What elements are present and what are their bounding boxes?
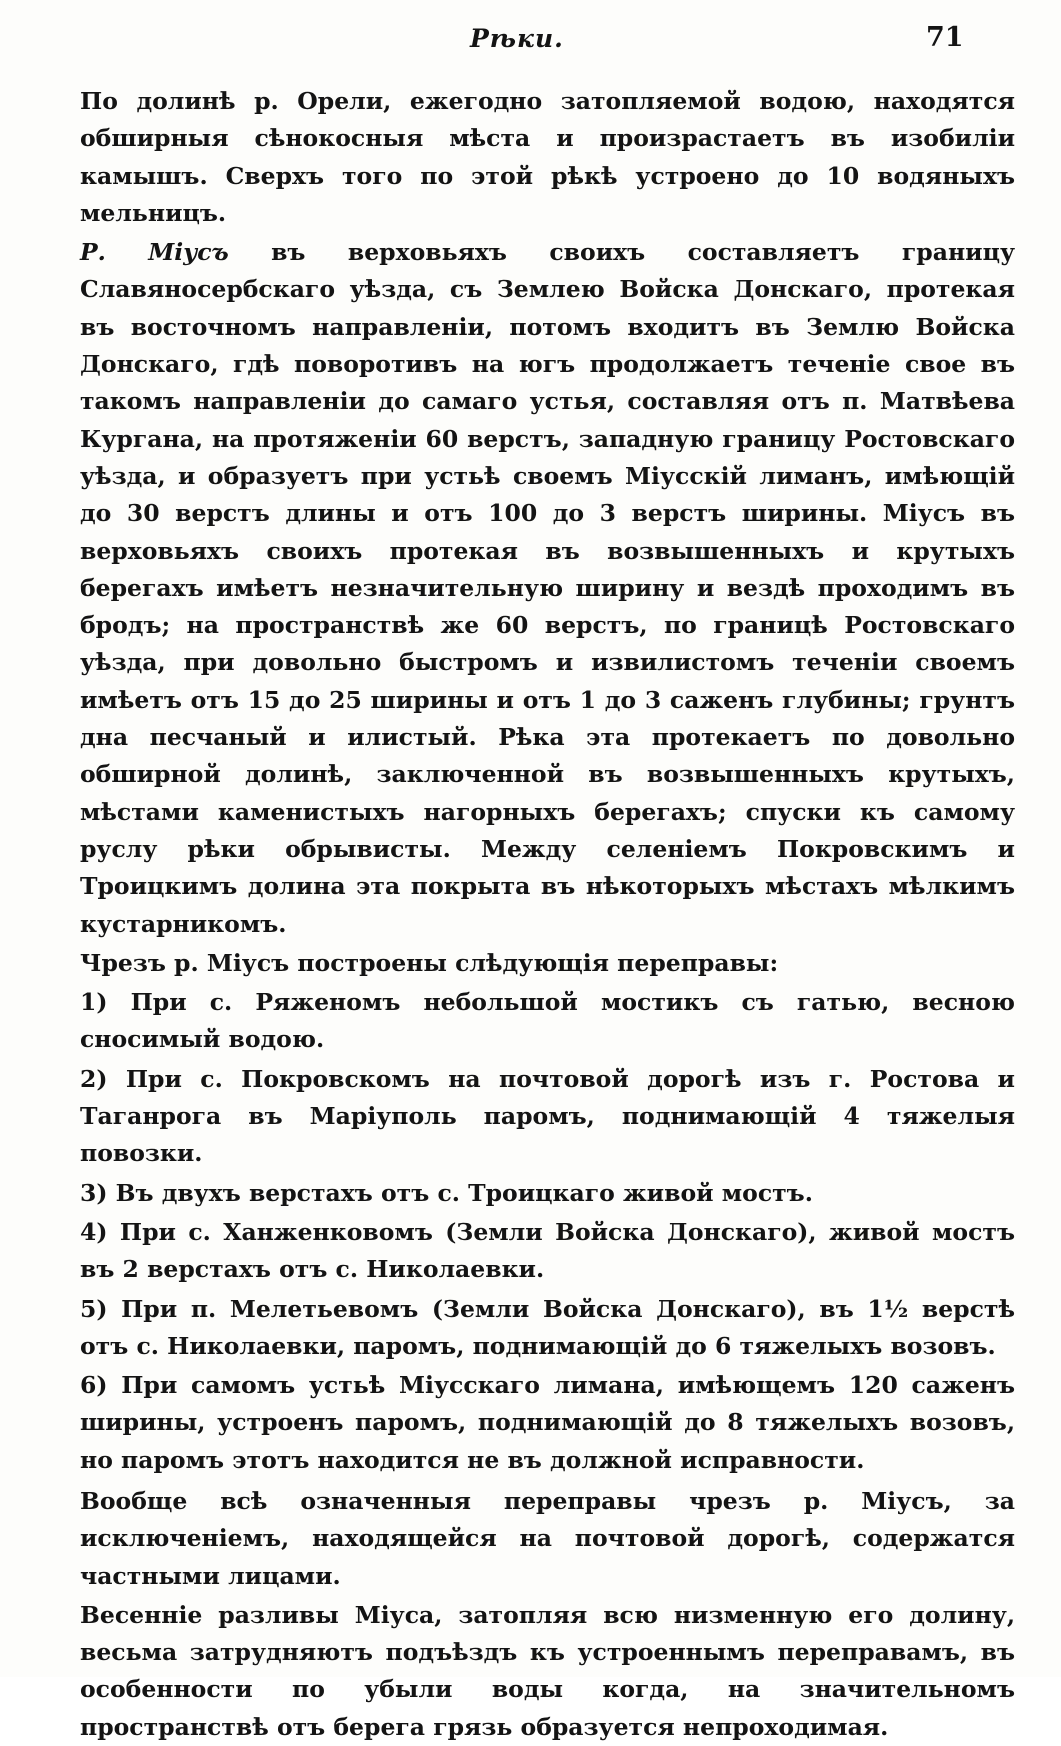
paragraph-crossings-ownership: Вообще всѣ означенныя переправы чрезъ р. Міусъ, за исключеніемъ, находящейся на почтовой дорогѣ, содержатся частными лицами.	[80, 1486, 1015, 1590]
crossing-item-4: 4) При с. Ханженковомъ (Земли Войска Донскаго), живой мостъ въ 2 верстахъ отъ с. Николаевки.	[80, 1217, 1015, 1284]
page-header	[0, 18, 1061, 62]
river-name-lead: Р. Міусъ	[80, 238, 229, 267]
crossing-item-6: 6) При самомъ устьѣ Міусскаго лимана, имѣющемъ 120 саженъ ширины, устроенъ паромъ, поднимающій до 8 тяжелыхъ возовъ, но паромъ этотъ находится не въ должной исправности.	[80, 1371, 1015, 1474]
crossing-item-3: 3) Въ двухъ верстахъ отъ с. Троицкаго живой мостъ.	[80, 1178, 813, 1207]
paragraph-orel-valley: По долинѣ р. Орели, ежегодно затопляемой водою, находятся обширныя сѣнокосныя мѣста и произрастаетъ въ изобиліи камышъ. Сверхъ того по этой рѣкѣ устроено до 10 водяныхъ мельницъ.	[80, 87, 1015, 227]
crossing-item-1: 1) При с. Ряженомъ небольшой мостикъ съ гатью, весною сносимый водою.	[80, 988, 1015, 1054]
paragraph-crossings-intro: Чрезъ р. Міусъ построены слѣдующія переправы:	[80, 948, 779, 977]
crossing-item-2: 2) При с. Покровскомъ на почтовой дорогѣ изъ г. Ростова и Таганрога въ Маріуполь паромъ, поднимающій 4 тяжелыя повозки.	[80, 1064, 1015, 1168]
paragraph-mius-description	[80, 234, 1015, 943]
page-number: 71	[926, 22, 964, 53]
crossing-item-5: 5) При п. Мелетьевомъ (Земли Войска Донскаго), въ 1½ верстѣ отъ с. Николаевки, паромъ, поднимающій до 6 тяжелыхъ возовъ.	[80, 1294, 1015, 1360]
body-text	[80, 83, 1015, 1746]
running-head: Рѣки.	[470, 24, 564, 53]
paragraph-spring-floods: Весенніе разливы Міуса, затопляя всю низменную его долину, весьма затрудняютъ подъѣздъ къ устроеннымъ переправамъ, въ особенности по убыли воды когда, на значительномъ пространствѣ отъ берега грязь образуется непроходимая.	[80, 1600, 1015, 1741]
paragraph-mius-text: въ верховьяхъ своихъ составляетъ границу Славяносербскаго уѣзда, съ Землею Войска Донскаго, протекая въ восточномъ направленіи, потомъ входитъ въ Землю Войска Донскаго, гдѣ поворотивъ на югъ продолжаетъ теченіе свое въ такомъ направленіи до самаго устья, составляя отъ п. Матвѣева Кургана, на протяженіи 60 верстъ, западную границу Ростовскаго уѣзда, и образуетъ при устьѣ своемъ Міусскій лиманъ, имѣющій до 30 верстъ длины и отъ 100 до 3 верстъ ширины. Міусъ въ верховьяхъ своихъ протекая въ возвышенныхъ и крутыхъ берегахъ имѣетъ незначительную ширину и вездѣ проходимъ въ бродъ; на пространствѣ же 60 верстъ, по границѣ Ростовскаго уѣзда, при довольно быстромъ и извилистомъ теченіи своемъ имѣетъ отъ 15 до 25 ширины и отъ 1 до 3 саженъ глубины; грунтъ дна песчаный и илистый. Рѣка эта протекаетъ по довольно обширной долинѣ, заключенной въ возвышенныхъ крутыхъ, мѣстами каменистыхъ нагорныхъ берегахъ; спуски къ самому руслу рѣки обрывисты. Между селеніемъ Покровскимъ и Троицкимъ долина эта покрыта въ нѣкоторыхъ мѣстахъ мѣлкимъ кустарникомъ.	[80, 238, 1015, 938]
